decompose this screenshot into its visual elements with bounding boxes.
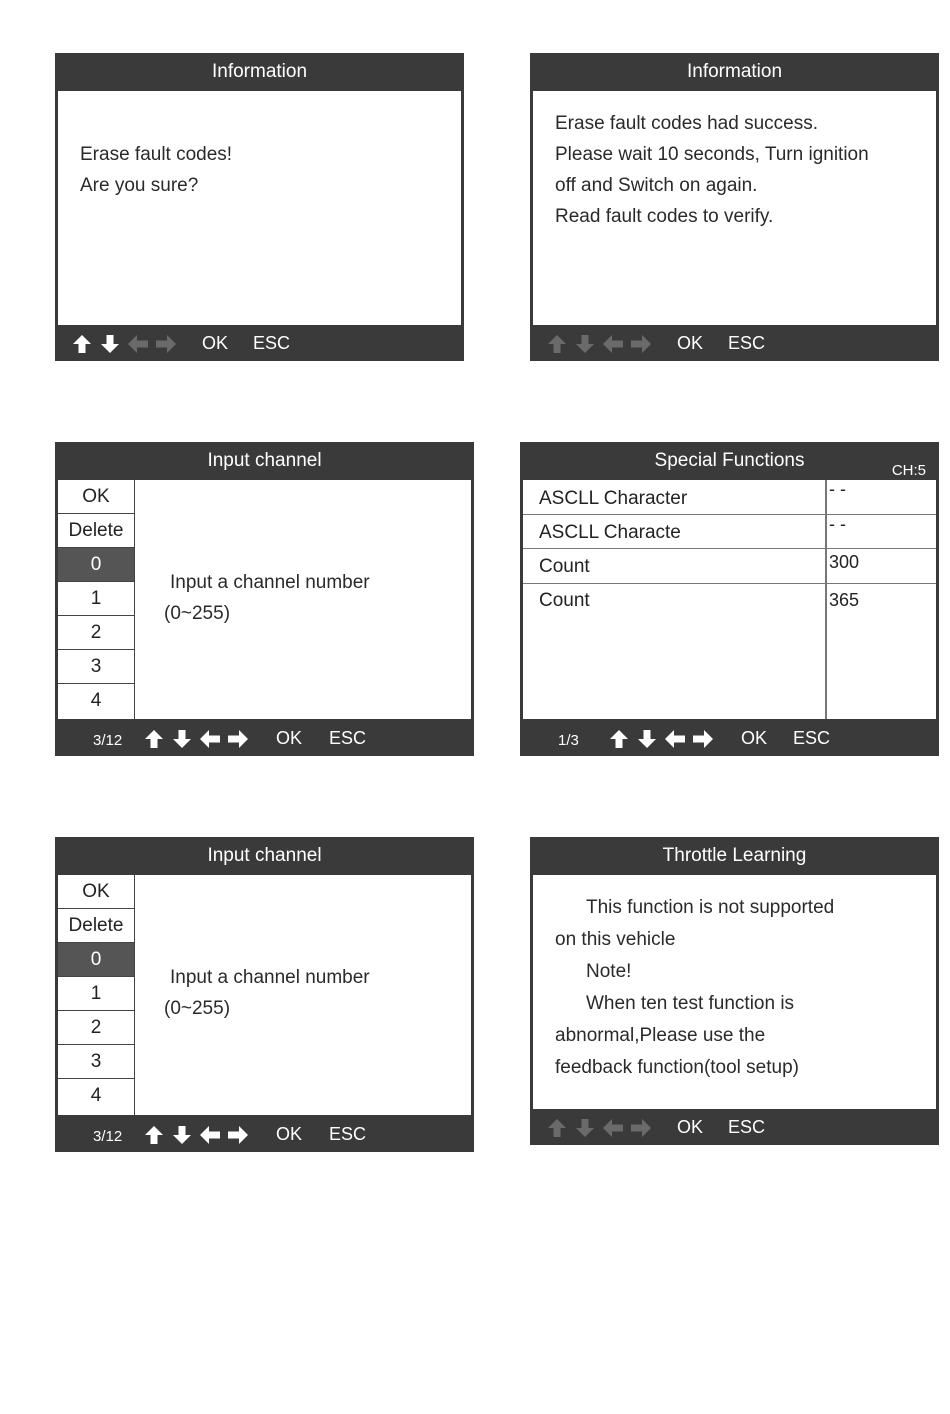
screen-body [523,480,936,719]
arrow-up-icon[interactable] [608,729,630,749]
ok-button[interactable]: OK [677,333,704,353]
arrow-left-icon[interactable] [127,334,149,354]
message-line: When ten test function is [586,993,795,1014]
table-row[interactable] [523,584,936,719]
message [555,108,869,232]
footer-bar [530,325,939,361]
arrow-left-icon[interactable] [199,729,221,749]
screen-body [58,480,471,719]
arrow-up-icon[interactable] [143,1125,165,1145]
row-value: - - [829,514,846,534]
esc-button[interactable]: ESC [793,728,831,748]
footer-bar [55,1116,474,1152]
keypad-digit-1[interactable]: 1 [58,582,134,616]
arrow-right-icon[interactable] [630,334,652,354]
message [555,892,834,1084]
erase-success-screen [530,53,939,361]
arrow-right-icon[interactable] [227,1125,249,1145]
ok-button[interactable]: OK [677,1117,704,1137]
message-line: Read fault codes to verify. [555,206,774,227]
arrow-down-icon[interactable] [574,334,596,354]
screen-body [58,91,461,325]
message-line: This function is not supported [586,897,835,918]
page-indicator: 1/3 [558,732,579,749]
arrow-left-icon[interactable] [664,729,686,749]
ok-button[interactable]: OK [276,1124,303,1144]
keypad-ok[interactable]: OK [58,480,134,514]
screen-title: Information [211,61,308,82]
prompt-text: Input a channel number [170,967,370,988]
keypad-digit-3[interactable]: 3 [58,1045,134,1079]
arrow-down-icon[interactable] [574,1118,596,1138]
esc-button[interactable]: ESC [329,728,367,748]
screen-body [533,875,936,1109]
table-row[interactable] [523,549,936,584]
prompt-text: Input a channel number [170,572,370,593]
keypad-delete[interactable]: Delete [58,514,134,548]
arrow-up-icon[interactable] [546,334,568,354]
channel-indicator: CH:5 [891,462,926,479]
arrow-up-icon[interactable] [71,334,93,354]
arrow-down-icon[interactable] [99,334,121,354]
row-value: 300 [829,552,860,572]
screen-title: Throttle Learning [662,845,807,866]
screen-title: Input channel [207,845,322,866]
keypad-digit-0[interactable]: 0 [58,548,134,582]
message-line: Erase fault codes had success. [555,113,818,134]
ok-button[interactable]: OK [276,728,303,748]
arrow-left-icon[interactable] [602,1118,624,1138]
input-channel-screen [55,837,474,1152]
arrow-left-icon[interactable] [602,334,624,354]
message-line: abnormal,Please use the [555,1025,766,1046]
message-line: off and Switch on again. [555,175,758,196]
row-name: Count [539,556,590,577]
arrow-down-icon[interactable] [171,1125,193,1145]
throttle-learning-screen [530,837,939,1145]
arrow-right-icon[interactable] [227,729,249,749]
range-text: (0~255) [164,603,231,624]
arrow-down-icon[interactable] [171,729,193,749]
input-channel-screen [55,442,474,756]
arrow-right-icon[interactable] [155,334,177,354]
row-name: ASCLL Characte [539,522,681,543]
keypad-digit-3[interactable]: 3 [58,650,134,684]
footer-bar [55,325,464,361]
row-value: 365 [829,590,860,610]
erase-confirm-screen [55,53,464,361]
message [80,139,232,201]
esc-button[interactable]: ESC [329,1124,367,1144]
esc-button[interactable]: ESC [728,1117,766,1137]
range-text: (0~255) [164,998,231,1019]
page-indicator: 3/12 [93,732,123,749]
keypad-digit-2[interactable]: 2 [58,616,134,650]
footer-bar [530,1109,939,1145]
keypad-digit-4[interactable]: 4 [90,1085,102,1106]
channel-keypad [58,875,135,1115]
footer-bar [55,720,474,756]
screen-body [58,875,471,1115]
arrow-right-icon[interactable] [692,729,714,749]
message-line: Erase fault codes! [80,144,233,165]
screen-title: Information [686,61,783,82]
channel-prompt [164,962,370,1024]
keypad-digit-2[interactable]: 2 [58,1011,134,1045]
arrow-up-icon[interactable] [546,1118,568,1138]
esc-button[interactable]: ESC [253,333,291,353]
screen-title: Special Functions [654,450,805,471]
keypad-digit-1[interactable]: 1 [58,977,134,1011]
footer-bar [520,720,939,756]
row-value: - - [829,479,846,499]
arrow-up-icon[interactable] [143,729,165,749]
message-line: on this vehicle [555,929,676,950]
keypad-ok[interactable]: OK [58,875,134,909]
message-line: feedback function(tool setup) [555,1057,799,1078]
special-functions-screen [520,442,939,756]
arrow-right-icon[interactable] [630,1118,652,1138]
page-indicator: 3/12 [93,1128,123,1145]
message-line: Note! [586,961,632,982]
row-name: Count [539,590,590,611]
table-row[interactable] [523,515,936,549]
keypad-digit-0[interactable]: 0 [58,943,134,977]
table-row[interactable] [523,480,936,515]
esc-button[interactable]: ESC [728,333,766,353]
message-line: Are you sure? [80,175,199,196]
message-line: Please wait 10 seconds, Turn ignition [555,144,869,165]
screen-title: Input channel [207,450,322,471]
channel-prompt [164,567,370,629]
screen-body [533,91,936,325]
arrow-left-icon[interactable] [199,1125,221,1145]
row-name: ASCLL Character [539,488,688,509]
ok-button[interactable]: OK [741,728,768,748]
ok-button[interactable]: OK [202,333,229,353]
keypad-delete[interactable]: Delete [58,909,134,943]
keypad-digit-4[interactable]: 4 [90,690,102,711]
arrow-down-icon[interactable] [636,729,658,749]
channel-keypad [58,480,135,719]
